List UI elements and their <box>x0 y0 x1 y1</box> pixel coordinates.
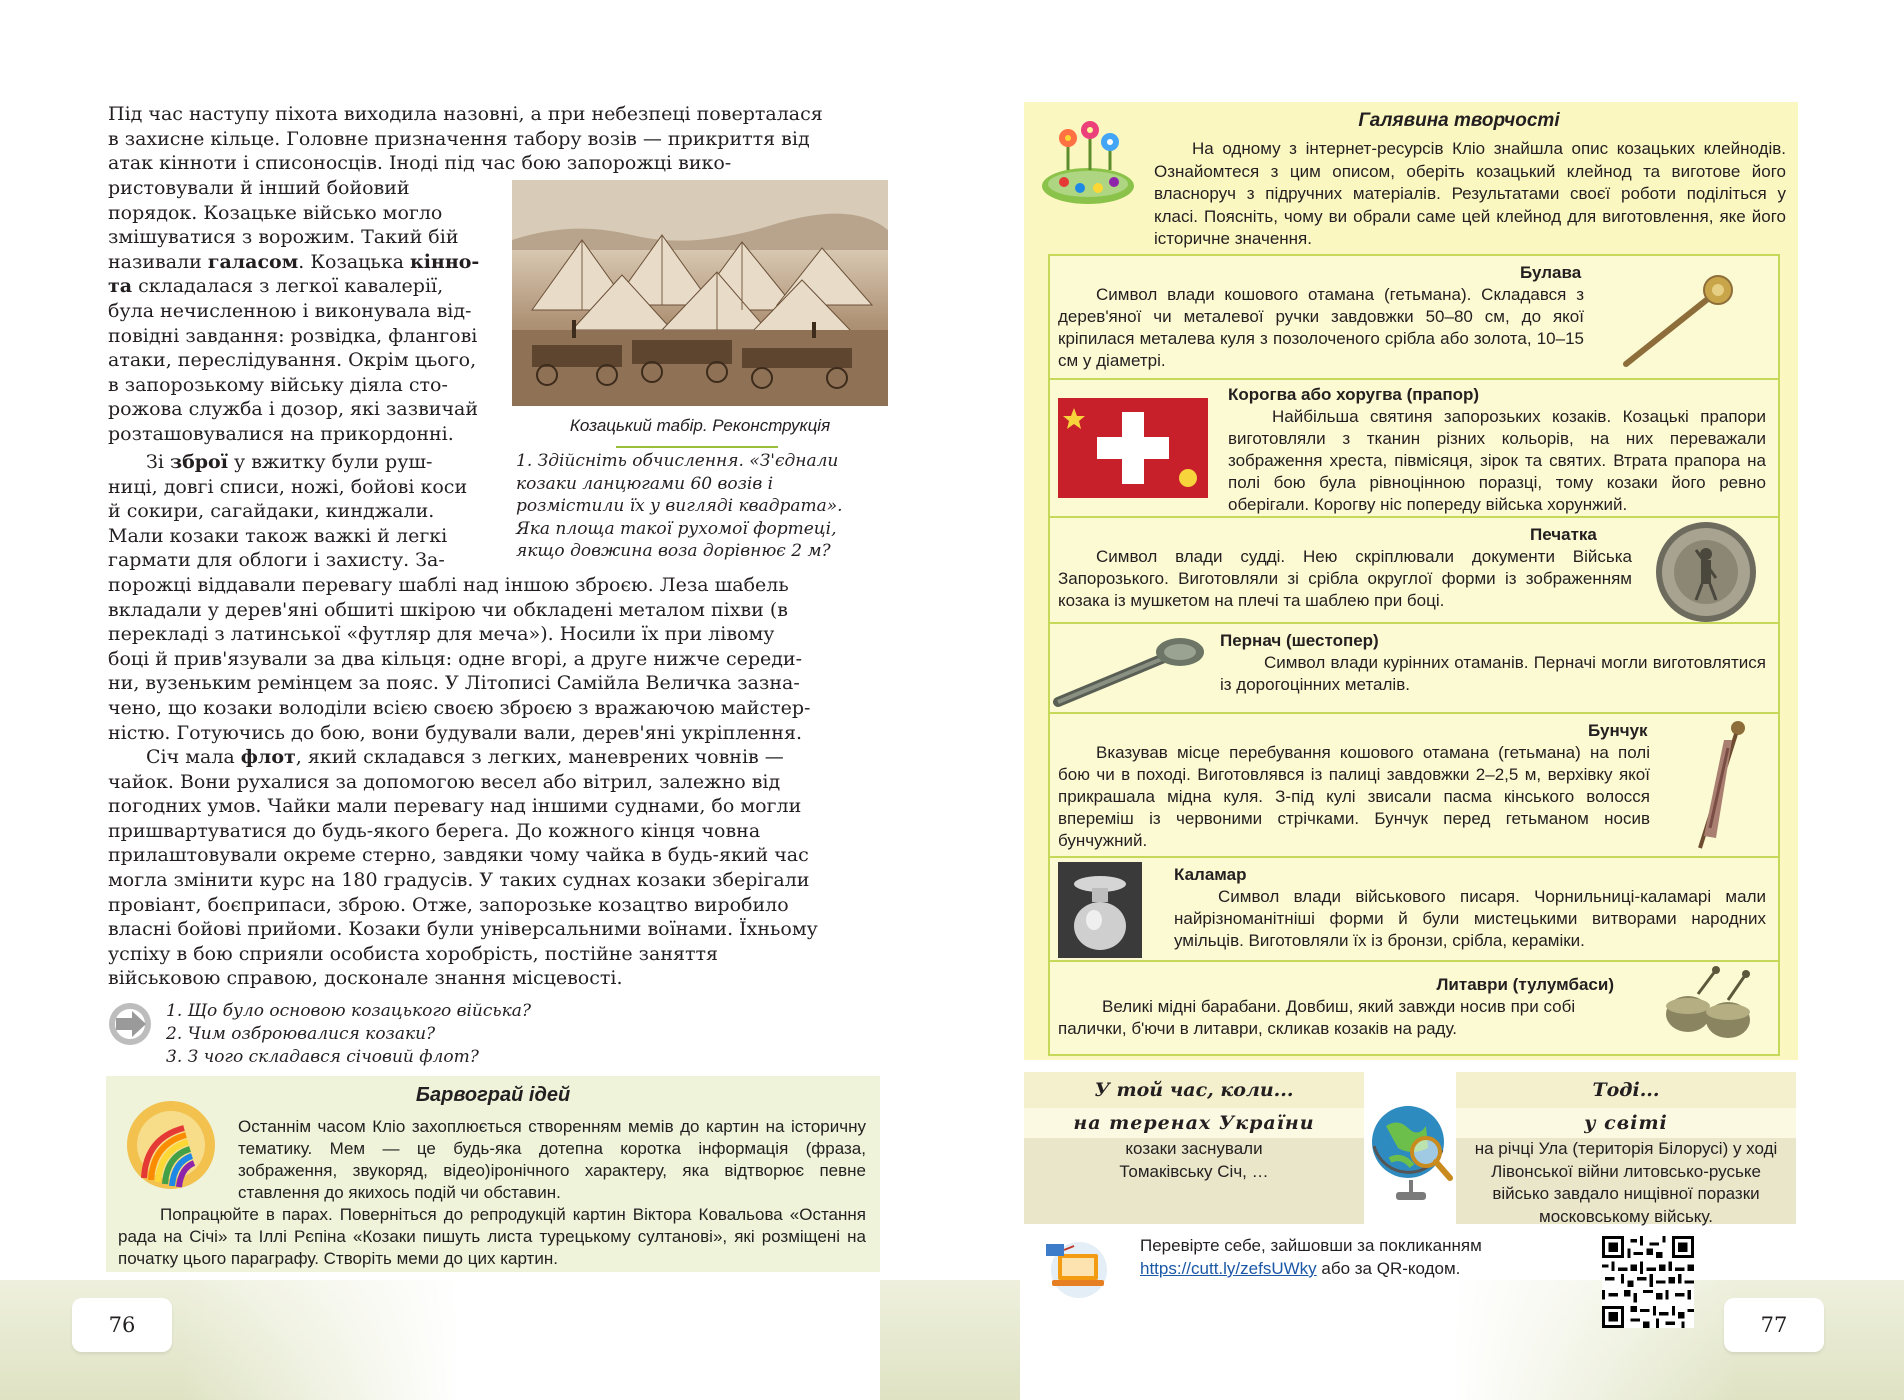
text-part: , який складався з легких, маневрених човнів — <box>295 746 784 768</box>
text-line: Під час наступу піхота виходила назовні, а при небезпеці поверталася <box>108 103 823 125</box>
item-kalamar <box>1048 856 1780 962</box>
text-line: провіант, боєприпаси, зброю. Отже, запорозьке козацтво виробило <box>108 893 789 916</box>
timeline-ukraine <box>1024 1072 1364 1224</box>
timeline-right-heading: Тоді... <box>1456 1072 1796 1108</box>
timeline-left-text: козаки заснували Томаківську Січ, … <box>1119 1139 1269 1181</box>
item-title: Бунчук <box>1588 721 1648 740</box>
barvograi-paragraph-2 <box>118 1204 866 1270</box>
text-line: в захисне кільце. Головне призначення табору возів — прикриття від <box>108 127 810 150</box>
text-part: називали <box>108 250 202 273</box>
text-line: ниці, довгі списи, ножі, бойові коси <box>108 475 468 498</box>
text-line: погодних умов. Чайки мали перевагу над іншими суднами, бо могли <box>108 795 802 818</box>
item-title: Корогва або хоругва (прапор) <box>1228 385 1480 404</box>
item-text-body: Найбільша святиня запорозьких козаків. Козацькі прапори виготовляли з тканин різних кольорів, на них переважали зображення хреста, півмісяця, зірок та святих. Втрата прапора на полі бою була рівноцінною поразці, тому козаки його ревно оберігали. Корогву ніс попереду війська хорунжий. <box>1228 407 1766 514</box>
bunchuk-icon <box>1680 718 1760 854</box>
barvograi-p2-text: Попрацюйте в парах. Поверніться до репродукцій картин Віктора Ковальова «Остання рада на Січі» та Іллі Рєпіна «Козаки пишуть листа турецькому султанові», які розміщені на початку цього параграфу. Створіть меми до цих картин. <box>118 1205 866 1268</box>
globe-magnifier-icon <box>1368 1096 1454 1206</box>
text-line: перекладі з латинської «футляр для меча»). Носили їх при лівому <box>108 623 775 646</box>
cossack-flag-icon <box>1058 398 1208 498</box>
weapons-paragraph <box>108 450 496 573</box>
text-line <box>108 745 880 770</box>
pernach-icon <box>1052 628 1220 710</box>
text-line <box>108 274 496 299</box>
item-title: Пернач (шестопер) <box>1220 631 1379 650</box>
timeline-left-heading: У той час, коли... <box>1024 1072 1364 1108</box>
text-line: прилаштовували окреме стерно, завдяки чому чайка в будь-який час <box>108 844 809 867</box>
item-text <box>1220 652 1766 696</box>
term-kinnota: кінно- <box>409 250 480 273</box>
term-flot: флот <box>240 746 296 768</box>
galas-paragraph <box>108 176 496 447</box>
text-line: ристовували й інший бойовий <box>108 177 410 199</box>
text-line <box>108 450 496 475</box>
image-caption: Козацький табір. Реконструкція <box>569 416 831 435</box>
item-pernach <box>1048 622 1780 714</box>
task-line: Яка площа такої рухомої фортеці, <box>516 518 837 539</box>
item-text-body: Символ влади кошового отамана (гетьмана). Складався з дерев'яної чи металевої ручки завдовжки 50–80 см, до якої кріпилася металева куля з позолоченого срібла або золота, 10–15 см у діаметрі. <box>1058 285 1584 370</box>
text-line: була нечисленною і виконувала від- <box>108 299 472 322</box>
item-text <box>1058 546 1632 612</box>
text-line: рожова служба і дозор, які зазвичай <box>108 398 478 421</box>
item-text <box>1058 284 1584 372</box>
barvograi-paragraph-1: Останнім часом Кліо захоплюється створенням мемів до картин на історичну тематику. Мем — це будь-яка дотепна коротка інформація (фраза, зображення, звукоряд, відео)іронічного характеру, яка відтворює певне ставлення до якихось подій чи обставин. <box>238 1117 866 1202</box>
item-title: Печатка <box>1530 525 1597 544</box>
text-line: атаки, переслідування. Окрім цього, <box>108 349 477 372</box>
term-kinnota-end: та <box>108 275 133 298</box>
timeline-right-text: на річці Ула (територія Білорусі) у ході Лівонської війни литовсько-руське військо завдало нищівної поразки московському війську. <box>1474 1139 1778 1226</box>
task-line: козаки ланцюгами 60 возів і <box>516 473 774 494</box>
text-line: ни, вузеньким ремінцем за пояс. У Літописі Самійла Величка зазна- <box>108 672 800 695</box>
question-item: 1. Що було основою козацького війська? <box>166 1001 532 1021</box>
text-line: вкладали у дерев'яні обшиті шкірою чи обкладені металом піхви (в <box>108 598 788 621</box>
inkwell-icon <box>1058 862 1142 958</box>
galyavyna-intro-text: На одному з інтернет-ресурсів Кліо знайшла опис козацьких клейнодів. Ознайомтеся з цим описом, оберіть козацький клейнод та виготове його власноруч з підручних матеріалів. Результатами своєї роботи поділіться у класі. Поясніть, чому ви обрали саме цей клейнод для виготовлення, яке його історичне значення. <box>1154 139 1786 248</box>
text-line: Мали козаки також важкі й легкі <box>108 524 448 547</box>
item-korogva <box>1048 378 1780 518</box>
question-item: 3. З чого складався січовий флот? <box>166 1047 479 1067</box>
weapons-paragraph-continued <box>108 573 880 745</box>
self-check-text <box>1140 1234 1540 1280</box>
item-lytavry <box>1048 960 1780 1056</box>
item-pechatka <box>1048 516 1780 624</box>
text-part: складалася з легкої кавалерії, <box>138 275 444 298</box>
item-text-body: Символ влади курінних отаманів. Перначі могли виготовлятися із дорогоцінних металів. <box>1220 653 1766 694</box>
text-line: повідні завдання: розвідка, флангові <box>108 324 478 347</box>
laptop-icon <box>1044 1240 1114 1298</box>
item-text-body: Символ влади судді. Нею скріплювали документи Війська Запорозького. Виготовляли зі срібла округлої форми із зображенням козака із мушкетом на плечі та шаблею при боці. <box>1058 547 1632 610</box>
kettledrums-icon <box>1658 964 1758 1054</box>
band-fade-left <box>180 1280 880 1400</box>
caption-rule <box>616 446 778 448</box>
rainbow-icon <box>124 1098 218 1192</box>
page-number-right: 77 <box>1724 1298 1824 1352</box>
text-part: у вжитку були руш- <box>234 451 433 473</box>
fleet-paragraph <box>108 745 880 991</box>
task-line: 1. Здійсніть обчислення. «З'єднали <box>516 451 839 471</box>
text-line: гармати для облоги і захисту. За- <box>108 549 445 572</box>
text-line: успіху в бою сприяли особиста хоробрість, постійне заняття <box>108 942 719 965</box>
item-bunchuk <box>1048 712 1780 858</box>
text-line: й сокири, сагайдаки, кинджали. <box>108 500 435 523</box>
text-line: боці й прив'язували за два кільця: одне вгорі, а друге нижче середи- <box>108 647 803 670</box>
timeline-right-subheading: у світі <box>1456 1108 1796 1138</box>
text-line: ністю. Готуючись до бою, вони будували вали, дерев'яні укріплення. <box>108 721 802 744</box>
text-line: власні бойові прийоми. Козаки були універсальними воїнами. Їхньому <box>108 918 818 941</box>
item-text <box>1228 406 1766 516</box>
task-line: якщо довжина воза дорівнює 2 м? <box>516 541 831 561</box>
item-text-body: Символ влади військового писаря. Чорнильниці-каламарі мали найрізноманітніші форми й були мистецькими витворами народних умільців. Виготовляли їх із бронзи, срібла, кераміки. <box>1174 887 1766 950</box>
item-text-body: Вказував місце перебування кошового отамана (гетьмана) на полі бою чи в поході. Виготовлявся із палиці завдовжки 2–2,5 м, верхівку якої прикрашала мідна куля. З-під кулі звисали пасма кінського волосся впереміш із червоними стрічками. Бунчук перед гетьманом носив бунчужний. <box>1058 743 1650 850</box>
text-line: військовою справою, досконале знання місцевості. <box>108 967 623 990</box>
galyavyna-title: Галявина творчості <box>1358 110 1560 131</box>
text-line: чено, що козаки володіли всією своєю зброєю з вражаючою майстер- <box>108 696 811 719</box>
item-bulava <box>1048 254 1780 380</box>
text-line: чайок. Вони рухалися за допомогою весел або вітрил, залежно від <box>108 770 781 793</box>
palette-flowers-icon <box>1038 120 1138 206</box>
galyavyna-intro <box>1154 138 1786 251</box>
page-number-left: 76 <box>72 1298 172 1352</box>
intro-paragraph <box>108 102 880 176</box>
text-part: . Козацька <box>298 250 404 273</box>
term-galas: галасом <box>207 250 299 273</box>
text-line: розташовувалися на прикордонні. <box>108 422 454 445</box>
self-check-line1: Перевірте себе, зайшовши за покликанням <box>1140 1236 1482 1255</box>
text-line: порожці віддавали перевагу шаблі над іншою зброєю. Леза шабель <box>108 574 789 596</box>
item-text <box>1174 886 1766 952</box>
text-line <box>108 250 496 275</box>
item-title: Литаври (тулумбаси) <box>1436 975 1614 994</box>
text-part: Січ мала <box>146 746 235 768</box>
galyavyna-box <box>1024 102 1798 1060</box>
text-line: змішуватися з ворожим. Такий бій <box>108 226 459 249</box>
item-text <box>1058 742 1650 852</box>
task-line: розмістили їх у вигляді квадрата». <box>516 496 843 516</box>
camp-illustration <box>512 180 888 406</box>
barvograi-title: Барвограй ідей <box>415 1084 571 1106</box>
text-line: атак кінноти і списоносців. Іноді під час бою запорожці вико- <box>108 152 732 175</box>
text-line: порядок. Козацьке військо могло <box>108 201 443 224</box>
text-line: пришвартуватися до будь-якого берега. До кожного кінця човна <box>108 819 761 842</box>
arrow-right-icon <box>108 1002 152 1046</box>
item-title: Каламар <box>1174 865 1247 884</box>
calculation-task <box>516 450 888 563</box>
seal-icon <box>1654 520 1758 624</box>
item-text <box>1058 996 1598 1040</box>
item-title: Булава <box>1520 263 1582 282</box>
text-line: в запорозькому війську діяла сто- <box>108 373 448 396</box>
self-check-line2-tail: або за QR-кодом. <box>1316 1259 1461 1278</box>
item-text-body: Великі мідні барабани. Довбиш, який завжди носив при собі палички, б'ючи в литаври, скликав козаків на раду. <box>1058 997 1576 1038</box>
self-check-link[interactable]: https://cutt.ly/zefsUWky <box>1140 1259 1317 1278</box>
text-line: могла змінити курс на 180 градусів. У таких суднах козаки зберігали <box>108 868 810 891</box>
timeline-world <box>1456 1072 1796 1224</box>
text-part: Зі <box>146 451 164 473</box>
question-item: 2. Чим озброювалися козаки? <box>166 1024 436 1044</box>
mace-icon <box>1614 264 1744 374</box>
barvograi-box <box>106 1076 880 1272</box>
question-list <box>166 1000 531 1069</box>
qr-code[interactable] <box>1602 1236 1694 1328</box>
timeline-left-subheading: на теренах України <box>1024 1108 1364 1138</box>
term-zbroya: зброї <box>169 451 228 473</box>
cossack-camp-image <box>512 180 888 406</box>
